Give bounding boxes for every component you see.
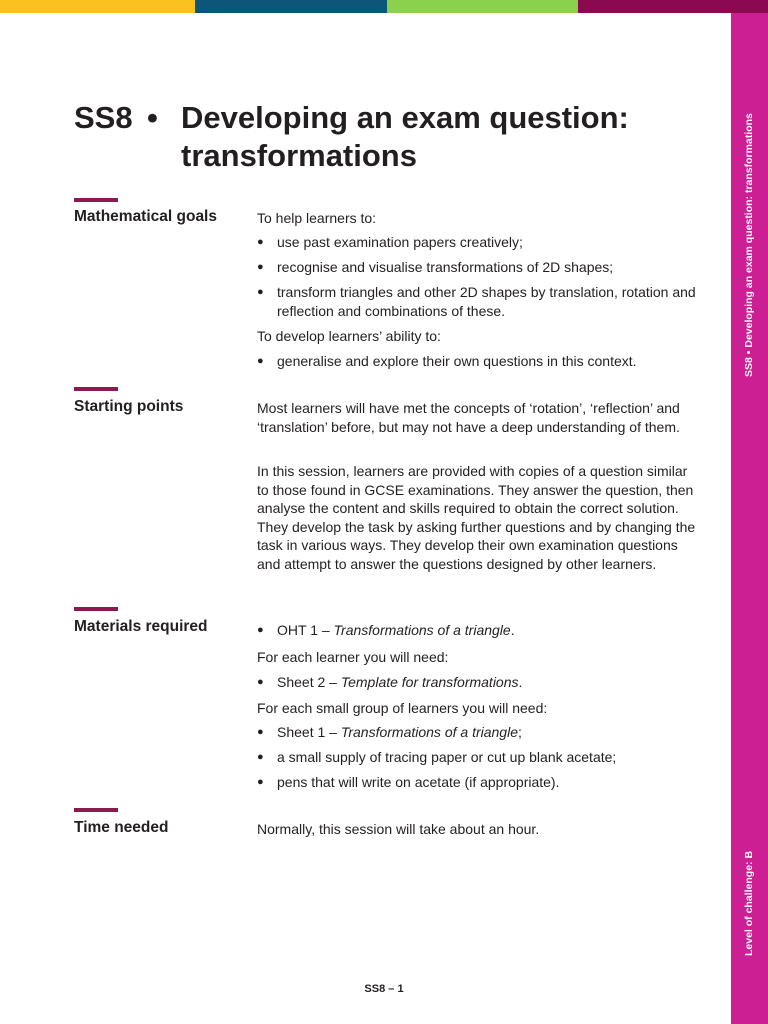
goals-heading: Mathematical goals [74,208,217,225]
time-heading: Time needed [74,819,169,836]
bullet-icon: ● [257,726,264,738]
section-rule [74,198,118,202]
title-code: SS8 [74,100,133,135]
top-bar-blue [195,0,387,13]
top-color-bar [0,0,768,13]
top-bar-maroon [578,0,768,13]
sidebar-title-text: SS8 • Developing an exam question: transformations [743,113,755,377]
goals-intro: To help learners to: [257,210,377,226]
title-bullet: • [147,100,158,135]
section-rule [74,387,118,391]
starting-paragraph-1: Most learners will have met the concepts of ‘rotation’, ‘reflection’ and ‘translation’ before, but may not have a deep understanding of them. [257,400,680,435]
bullet-icon: ● [257,236,264,248]
materials-each-group: For each small group of learners you will need: [257,700,548,716]
bullet-icon: ● [257,286,264,298]
bullet-icon: ● [257,676,264,688]
goals-intro-2: To develop learners’ ability to: [257,328,441,344]
materials-each-learner: For each learner you will need: [257,649,449,665]
title-text: Developing an exam question: transformations [181,100,629,173]
starting-paragraph-2: In this session, learners are provided with copies of a question similar to those found in GCSE examinations. They answer the question, then analyse the content and skills required to obtain the correct solution. They develop the task by asking further questions and by changing the task in various ways. They develop their own examination questions and attempt to answer the questions designed by other learners. [257,463,696,572]
sidebar-challenge-text: Level of challenge: B [743,850,755,956]
time-text: Normally, this session will take about an hour. [257,821,540,837]
page-number: SS8 – 1 [364,983,404,995]
bullet-icon: ● [257,776,264,788]
top-bar-green [387,0,578,13]
bullet-icon: ● [257,355,264,367]
bullet-icon: ● [257,261,264,273]
section-rule [74,607,118,611]
starting-heading: Starting points [74,398,184,415]
materials-heading: Materials required [74,618,208,635]
bullet-icon: ● [257,624,264,636]
bullet-icon: ● [257,751,264,763]
section-rule [74,808,118,812]
top-bar-yellow [0,0,195,13]
